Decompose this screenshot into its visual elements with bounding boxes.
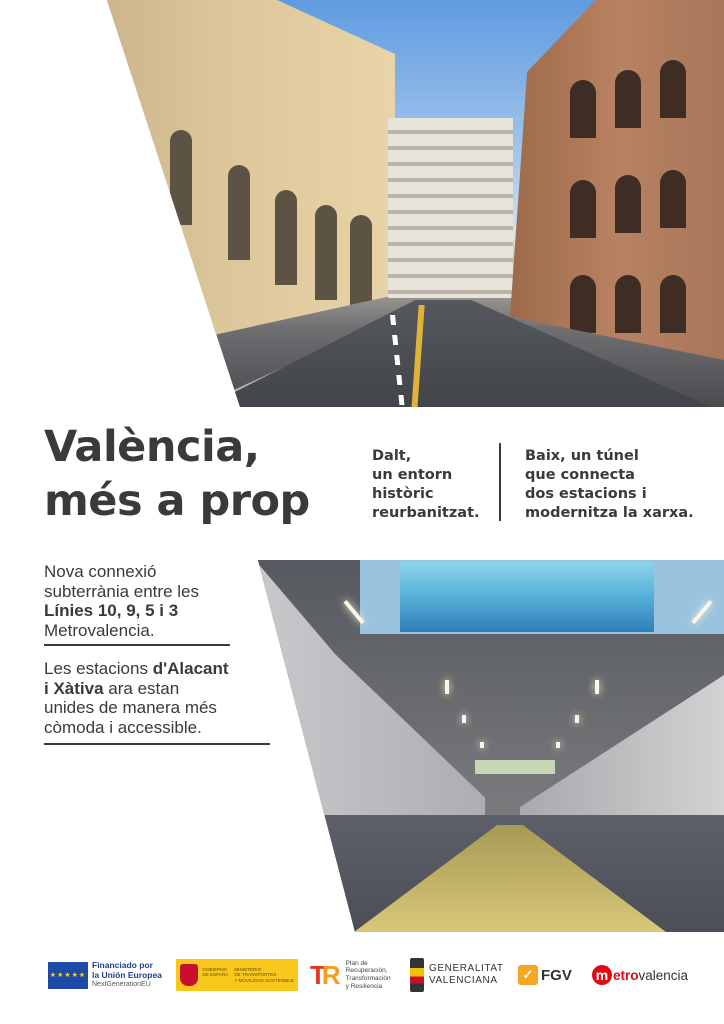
skylight-water-image [400, 562, 654, 632]
divider-line [44, 743, 270, 745]
headline-line-2: més a prop [44, 476, 310, 526]
description-top-line: històric [372, 486, 434, 502]
metrovalencia-logo [592, 955, 688, 995]
eu-stars: ★★★★★ [49, 971, 87, 979]
street-photo [0, 0, 724, 410]
gobierno-text [202, 967, 294, 983]
ceiling-lamp [556, 742, 560, 748]
building-window [275, 190, 297, 285]
tunnel-end [475, 760, 555, 774]
metrovalencia-text [613, 968, 688, 983]
info-line: Metrovalencia. [44, 620, 155, 640]
description-top-line: reurbanitzat. [372, 505, 480, 521]
bullring-arch [615, 275, 641, 333]
building-window [170, 130, 192, 225]
eu-line: la Unión Europea [92, 970, 162, 980]
gobierno-line: DE ESPAÑA [202, 972, 229, 978]
tr-letter-r: R [321, 960, 341, 990]
ceiling-lamp [575, 715, 579, 723]
bullring-arch [615, 70, 641, 128]
building-window [228, 165, 250, 260]
gobierno-badge [176, 959, 298, 991]
fgv-label: FGV [541, 966, 572, 984]
description-top-line: un entorn [372, 467, 453, 483]
info-line: còmoda i accessible. [44, 717, 202, 737]
ministerio-line: MINISTERIO [234, 966, 262, 972]
building-window [315, 205, 337, 300]
plan-line: Recuperación, [345, 967, 388, 975]
spain-coat-of-arms-icon [180, 964, 198, 986]
info-line: subterrània entre les [44, 581, 199, 601]
tr-logo-icon [310, 960, 341, 990]
description-bottom-line: dos estacions i [525, 486, 647, 502]
gobierno-col [202, 967, 228, 983]
gobierno-line: GOBIERNO [202, 966, 228, 972]
bullring-arch [570, 180, 596, 238]
fgv-check-icon: ✓ [518, 965, 538, 985]
info-line [44, 659, 264, 679]
generalitat-line: VALENCIANA [429, 975, 498, 986]
divider-line [44, 644, 230, 646]
description-bottom-line: que connecta [525, 467, 635, 483]
plan-line: Plan de [345, 959, 368, 967]
apartment-building [388, 118, 513, 298]
generalitat-logo [410, 955, 504, 995]
plan-line: y Resiliencia [345, 982, 383, 990]
gobierno-logo [176, 955, 298, 995]
recovery-plan-logo [310, 955, 391, 995]
fgv-logo [518, 955, 572, 995]
info-line: Nova connexió [44, 562, 157, 581]
info-line: unides de manera més [44, 698, 217, 717]
vertical-divider [499, 443, 501, 521]
ministerio-col [234, 967, 294, 983]
eu-text [92, 960, 162, 990]
ceiling-lamp [445, 680, 449, 694]
station-alacant: d'Alacant [152, 659, 229, 678]
metro-prefix: etro [613, 967, 639, 983]
info-line-lines [44, 601, 244, 621]
metro-m-icon: m [592, 965, 612, 985]
bullring-arch [660, 60, 686, 118]
historic-building-left [100, 0, 395, 360]
headline [44, 420, 344, 528]
info-text: Les estacions [44, 659, 153, 678]
recovery-plan-text [346, 960, 391, 990]
eu-logo [48, 955, 162, 995]
tr-letter-t: T [310, 960, 326, 990]
metro-lines: Línies 10, 9, 5 i 3 [44, 601, 179, 620]
eu-line: Financiado por [92, 960, 153, 970]
station-xativa: i Xàtiva [44, 678, 104, 698]
ceiling-lamp [595, 680, 599, 694]
ceiling-lamp [462, 715, 466, 723]
bullring-arch [570, 275, 596, 333]
description-bottom-line: modernitza la xarxa. [525, 505, 694, 521]
description-bottom-line: Baix, un túnel [525, 448, 639, 464]
bullring-arch [660, 275, 686, 333]
plan-line: Transformación [345, 975, 391, 982]
stations-info [44, 659, 264, 737]
metro-suffix: valencia [638, 967, 689, 983]
bullring-arch [660, 170, 686, 228]
description-top-line: Dalt, [372, 448, 412, 464]
building-window [350, 215, 372, 310]
bullring-arch [570, 80, 596, 138]
eu-line: NextGenerationEU [92, 981, 151, 988]
description-bottom [525, 447, 715, 523]
info-line [44, 679, 264, 699]
info-text: ara estan [103, 678, 180, 698]
generalitat-text [429, 963, 504, 987]
generalitat-line: GENERALITAT [429, 963, 504, 974]
ministerio-line: Y MOVILIDAD SOSTENIBLE [234, 977, 294, 983]
connection-info [44, 562, 244, 640]
eu-flag-icon [48, 962, 88, 989]
ministerio-line: DE TRANSPORTES [234, 972, 277, 978]
sponsor-logos [0, 955, 724, 1005]
headline-line-1: València, [44, 422, 260, 472]
generalitat-crest-icon [410, 958, 424, 992]
description-top [372, 447, 490, 523]
bullring-arch [615, 175, 641, 233]
ceiling-lamp [480, 742, 484, 748]
